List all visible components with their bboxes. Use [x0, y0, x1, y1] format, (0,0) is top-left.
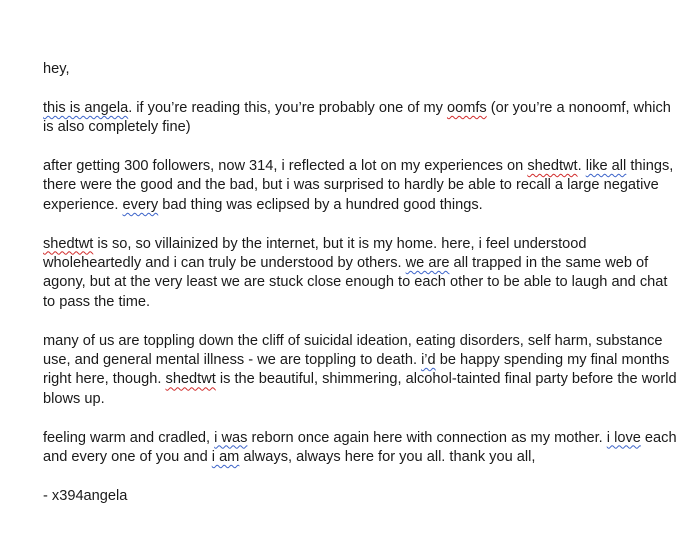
paragraph-text: be happy spending my final months right here, though.: [43, 352, 674, 388]
spelling-flagged-word: oomfs: [446, 99, 487, 116]
paragraph-text: .: [577, 158, 586, 174]
letter-paragraph: [43, 157, 683, 215]
paragraph-text: hey,: [43, 61, 70, 77]
grammar-flagged-phrase: i love: [606, 429, 641, 446]
paragraph-text: many of us are toppling down the cliff of suicidal ideation, eating disorders, self harm, substance use, and general mental illness - we are toppling to death.: [43, 332, 667, 369]
paragraph-text: things, there were the good and the bad, but i was surprised to hardly be able to recall a large negative experience.: [43, 158, 678, 213]
spelling-flagged-word: shedtwt: [165, 371, 216, 388]
letter-paragraph: [43, 487, 683, 506]
grammar-flagged-phrase: every: [122, 196, 159, 213]
paragraph-text: . if you’re reading this, you’re probably one of my: [128, 99, 447, 116]
paragraph-text: (or you’re a nonoomf, which is also completely fine): [43, 99, 675, 136]
paragraph-text: all trapped in the same web of agony, but at the very least we are stuck close enough to each other to be able to laugh and chat to pass the time.: [43, 255, 672, 310]
paragraph-text: bad thing was eclipsed by a hundred good things.: [158, 196, 483, 213]
spelling-flagged-word: shedtwt: [527, 158, 578, 174]
grammar-flagged-phrase: i was: [214, 429, 248, 446]
paragraph-text: feeling warm and cradled,: [43, 429, 215, 446]
letter-paragraph: [43, 235, 683, 313]
letter-paragraph: [43, 99, 683, 138]
grammar-flagged-phrase: like all: [585, 158, 627, 174]
spelling-flagged-word: shedtwt: [43, 235, 94, 252]
paragraph-text: after getting 300 followers, now 314, i reflected a lot on my experiences on: [43, 158, 528, 174]
letter-paragraph: [43, 332, 683, 410]
paragraph-text: each and every one of you and: [43, 429, 681, 466]
grammar-flagged-phrase: this is angela: [43, 99, 129, 116]
letter-paragraph: [43, 60, 683, 79]
paragraph-text: - x394angela: [43, 487, 128, 504]
grammar-flagged-phrase: we are: [405, 255, 450, 272]
paragraph-text: is the beautiful, shimmering, alcohol-tainted final party before the world blows up.: [43, 371, 681, 407]
paragraph-text: reborn once again here with connection as my mother.: [247, 429, 607, 446]
letter-document: [43, 60, 683, 506]
grammar-flagged-phrase: i am: [211, 449, 240, 466]
paragraph-text: is so, so villainized by the internet, but it is my home. here, i feel understood wholeheartedly and i can truly be understood by others.: [43, 235, 591, 272]
grammar-flagged-phrase: i’d: [421, 352, 436, 369]
letter-paragraph: [43, 429, 683, 468]
paragraph-text: always, always here for you all. thank you all,: [239, 449, 536, 466]
